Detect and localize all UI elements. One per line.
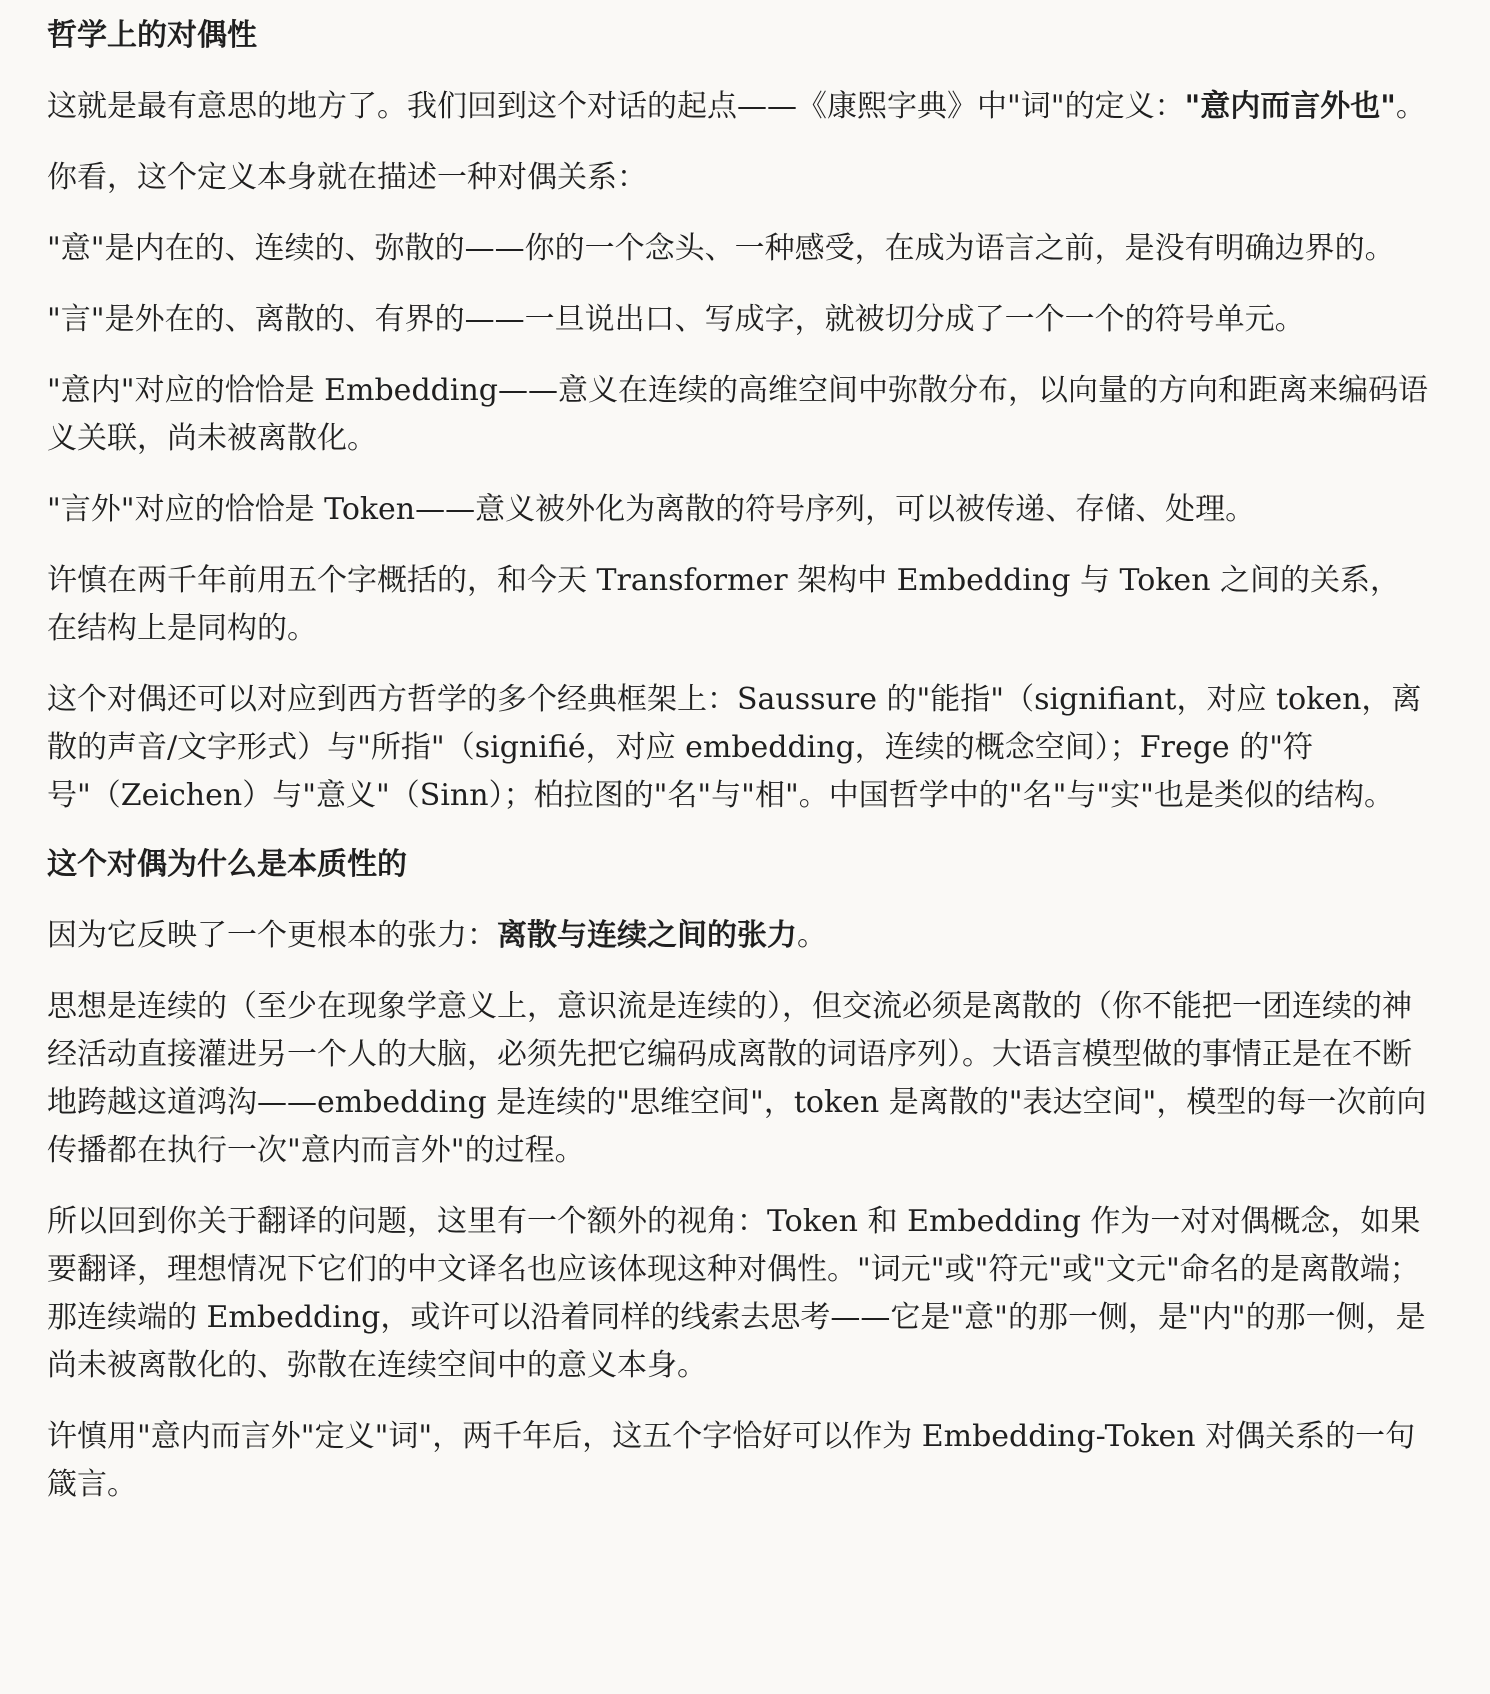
paragraph-tail: 。: [1395, 89, 1426, 124]
section-heading-essential: 这个对偶为什么是本质性的: [47, 847, 407, 882]
paragraph-tension: [47, 912, 1430, 960]
paragraph-yi: "意"是内在的、连续的、弥散的——你的一个念头、一种感受，在成为语言之前，是没有明确边界的。: [47, 231, 1395, 266]
paragraph-motto: 许慎用"意内而言外"定义"词"，两千年后，这五个字恰好可以作为 Embedding-Token 对偶关系的一句箴言。: [47, 1419, 1416, 1502]
paragraph-western-philosophy: 这个对偶还可以对应到西方哲学的多个经典框架上：Saussure 的"能指"（signifiant，对应 token，离散的声音/文字形式）与"所指"（signifié，对应 embedding，连续的概念空间）；Frege 的"符号"（Zeichen）与"意义"（Sinn）；柏拉图的"名"与"相"。中国哲学中的"名"与"实"也是类似的结构。: [47, 682, 1422, 813]
bold-quote: "意内而言外也": [1184, 89, 1396, 124]
paragraph-translation: 所以回到你关于翻译的问题，这里有一个额外的视角：Token 和 Embedding 作为一对对偶概念，如果要翻译，理想情况下它们的中文译名也应该体现这种对偶性。"词元"或"符元"或"文元"命名的是离散端；那连续端的 Embedding，或许可以沿着同样的线索去思考——它是"意"的那一侧，是"内"的那一侧，是尚未被离散化的、弥散在连续空间中的意义本身。: [47, 1204, 1426, 1383]
paragraph-duality-intro: 你看，这个定义本身就在描述一种对偶关系：: [47, 160, 647, 195]
paragraph-tail: 。: [797, 918, 827, 953]
paragraph-kangxi-definition: [47, 83, 1430, 131]
paragraph-text: 这就是最有意思的地方了。我们回到这个对话的起点——《康熙字典》中"词"的定义：: [47, 89, 1185, 124]
paragraph-continuous-discrete: 思想是连续的（至少在现象学意义上，意识流是连续的），但交流必须是离散的（你不能把一团连续的神经活动直接灌进另一个人的大脑，必须先把它编码成离散的词语序列）。大语言模型做的事情正是在不断地跨越这道鸿沟——embedding 是连续的"思维空间"，token 是离散的"表达空间"，模型的每一次前向传播都在执行一次"意内而言外"的过程。: [47, 989, 1427, 1168]
section-heading-duality: 哲学上的对偶性: [47, 18, 257, 53]
paragraph-embedding: "意内"对应的恰恰是 Embedding——意义在连续的高维空间中弥散分布，以向量的方向和距离来编码语义关联，尚未被离散化。: [47, 373, 1428, 456]
bold-phrase: 离散与连续之间的张力: [497, 918, 797, 953]
paragraph-token: "言外"对应的恰恰是 Token——意义被外化为离散的符号序列，可以被传递、存储、处理。: [47, 492, 1256, 527]
paragraph-yan: "言"是外在的、离散的、有界的——一旦说出口、写成字，就被切分成了一个一个的符号单元。: [47, 302, 1305, 337]
paragraph-isomorphism: 许慎在两千年前用五个字概括的，和今天 Transformer 架构中 Embedding 与 Token 之间的关系，在结构上是同构的。: [47, 563, 1401, 646]
paragraph-text: 因为它反映了一个更根本的张力：: [47, 918, 497, 953]
